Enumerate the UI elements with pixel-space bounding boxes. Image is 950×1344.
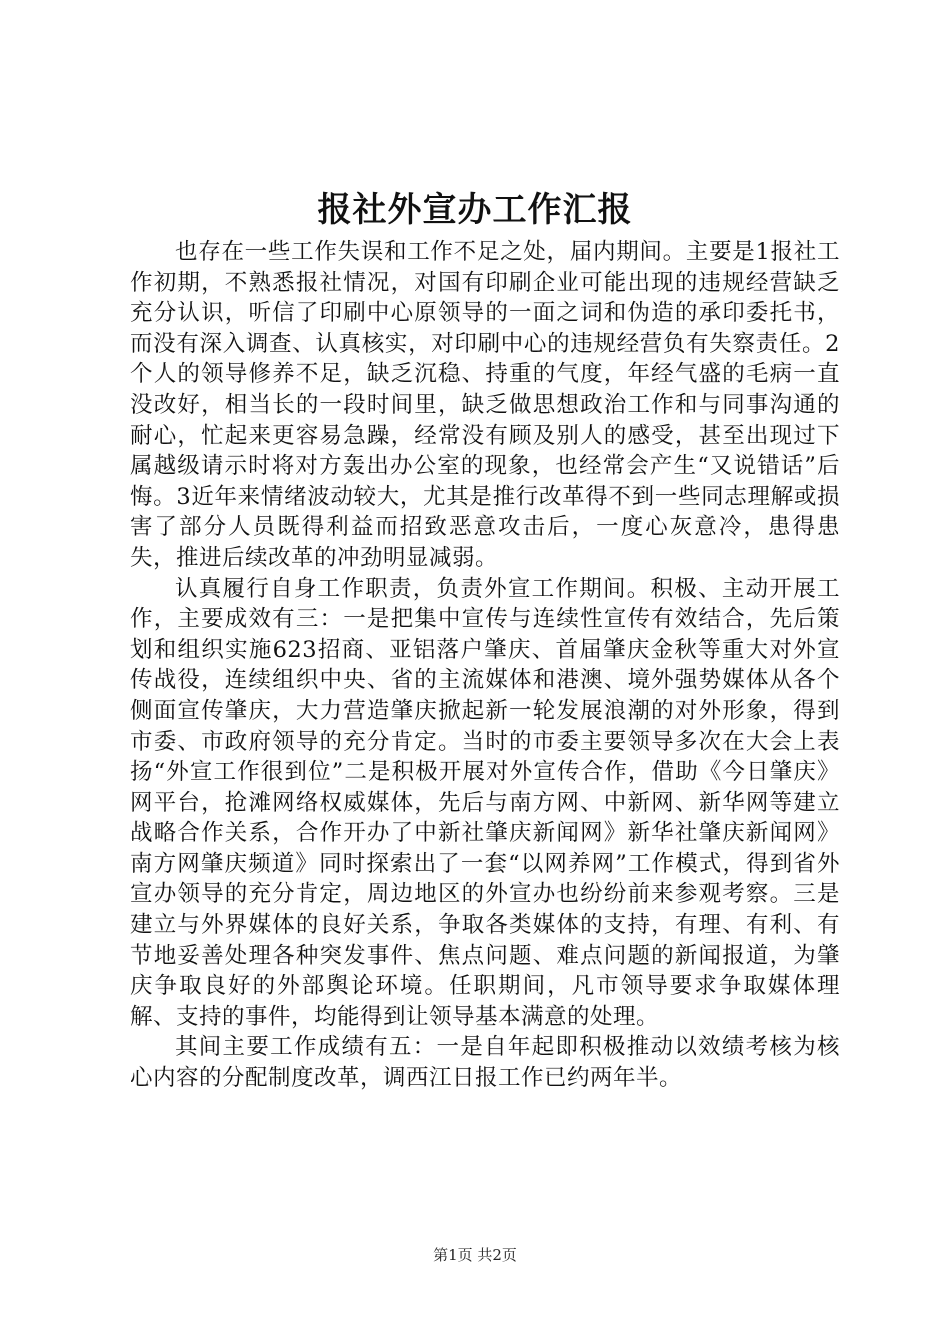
paragraph-1: 也存在一些工作失误和工作不足之处，届内期间。主要是1报社工作初期，不熟悉报社情况，对国有印刷企业可能出现的违规经营缺乏充分认识，听信了印刷中心原领导的一面之词和伪造的承印委托书，而没有深入调查、认真核实，对印刷中心的违规经营负有失察责任。2个人的领导修养不足，缺乏沉稳、持重的气度，年经气盛的毛病一直没改好，相当长的一段时间里，缺乏做思想政治工作和与同事沟通的耐心，忙起来更容易急躁，经常没有顾及别人的感受，甚至出现过下属越级请示时将对方轰出办公室的现象，也经常会产生“又说错话”后悔。3近年来情绪波动较大，尤其是推行改革得不到一些同志理解或损害了部分人员既得利益而招致恶意攻击后，一度心灰意冷，患得患失，推进后续改革的冲劲明显减弱。 (130, 239, 840, 571)
document-title: 报社外宣办工作汇报 (317, 190, 633, 230)
document-body (130, 237, 840, 1094)
page-footer: 第1页 共2页 (433, 1246, 517, 1264)
paragraph-2: 认真履行自身工作职责，负责外宣工作期间。积极、主动开展工作，主要成效有三：一是把集中宣传与连续性宣传有效结合，先后策划和组织实施623招商、亚铝落户肇庆、首届肇庆金秋等重大对外宣传战役，连续组织中央、省的主流媒体和港澳、境外强势媒体从各个侧面宣传肇庆，大力营造肇庆掀起新一轮发展浪潮的对外形象，得到市委、市政府领导的充分肯定。当时的市委主要领导多次在大会上表扬“外宣工作很到位”二是积极开展对外宣传合作，借助《今日肇庆》网平台，抢滩网络权威媒体，先后与南方网、中新网、新华网等建立战略合作关系，合作开办了中新社肇庆新闻网》新华社肇庆新闻网》南方网肇庆频道》同时探索出了一套“以网养网”工作模式，得到省外宣办领导的充分肯定，周边地区的外宣办也纷纷前来参观考察。三是建立与外界媒体的良好关系，争取各类媒体的支持，有理、有利、有节地妥善处理各种突发事件、焦点问题、难点问题的新闻报道，为肇庆争取良好的外部舆论环境。任职期间，凡市领导要求争取媒体理解、支持的事件，均能得到让领导基本满意的处理。 (130, 575, 840, 1030)
paragraph-3: 其间主要工作成绩有五：一是自年起即积极推动以效绩考核为核心内容的分配制度改革，调西江日报工作已约两年半。 (130, 1034, 840, 1092)
